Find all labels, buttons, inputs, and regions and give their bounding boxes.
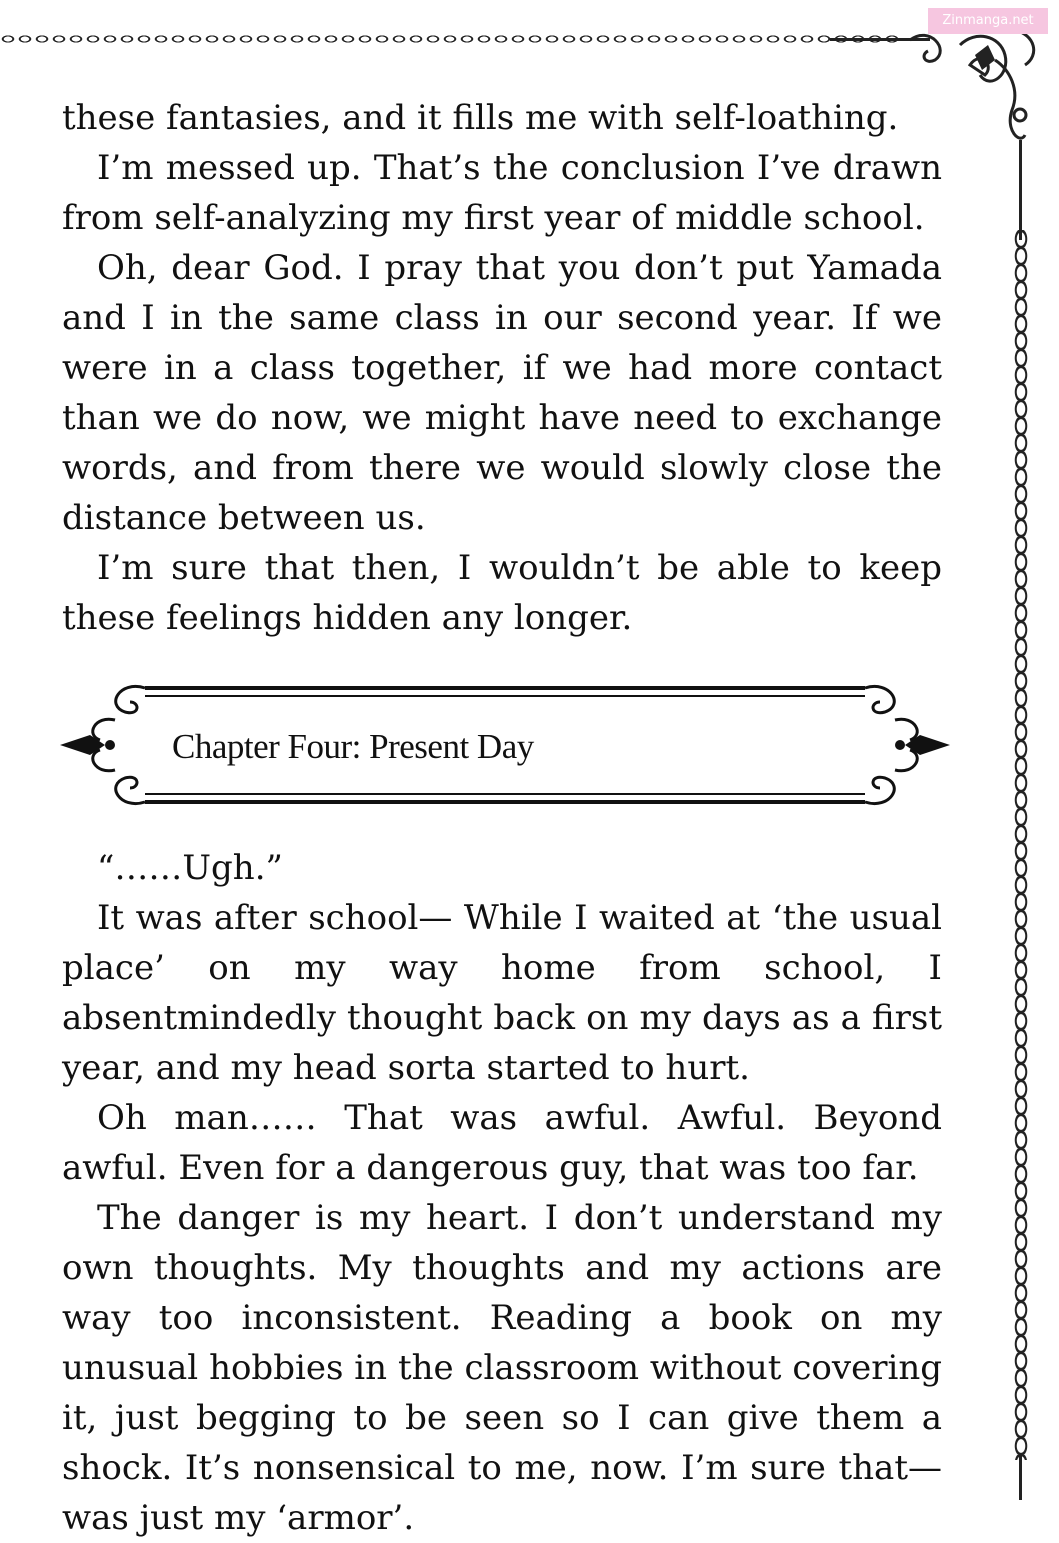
paragraph: It was after school— While I waited at ‘the usual place’ on my way home from school, I absentmindedly thought back on my days as a first year, and my head sorta started to hurt. [62,898,942,1088]
paragraph: I’m sure that then, I wouldn’t be able to keep these feelings hidden any longer. [62,548,942,638]
watermark-badge: Zinmanga.net [928,8,1048,34]
paragraph: I’m messed up. That’s the conclusion I’ve drawn from self-analyzing my first year of middle school. [62,148,942,238]
chapter-title: Chapter Four: Present Day [172,727,534,766]
paragraph: these fantasies, and it fills me with self-loathing. [62,98,899,138]
top-chain-border [0,28,900,50]
paragraph: Oh man…… That was awful. Awful. Beyond awful. Even for a dangerous guy, that was too far. [62,1098,942,1188]
paragraph: The danger is my heart. I don’t understand my own thoughts. My thoughts and my actions are way too inconsistent. Reading a book on my unusual hobbies in the classroom without covering it, just begging to be seen so I can give them a shock. It’s nonsensical to me, now. I’m sure that— was just my ‘armor’. [62,1198,942,1538]
paragraph: “……Ugh.” [97,848,283,888]
right-chain-border [1008,230,1034,1460]
section-2-text [62,843,942,1543]
section-1-text [62,93,942,643]
paragraph: Oh, dear God. I pray that you don’t put Yamada and I in the same class in our second year. If we were in a class together, if we had more contact than we do now, we might have need to exchange words, and from there we would slowly close the distance between us. [62,248,942,538]
right-border-rod-bottom [1019,1455,1022,1500]
